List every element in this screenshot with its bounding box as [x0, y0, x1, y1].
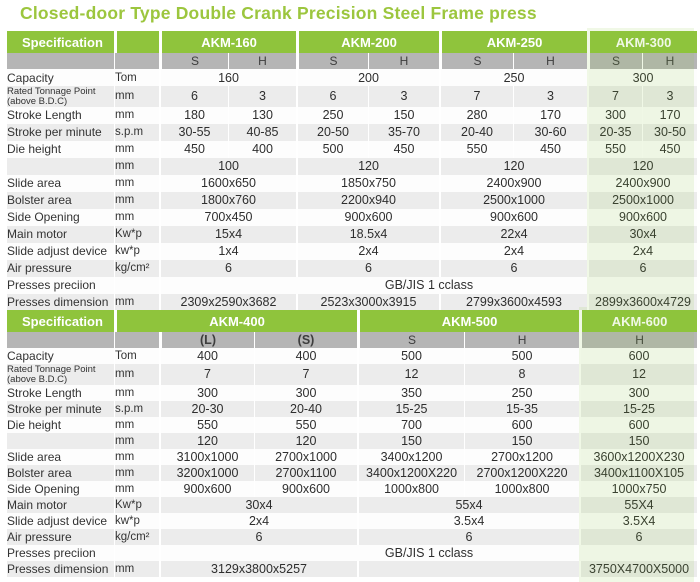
row-label: Side Opening	[7, 210, 80, 225]
value-cell: 600	[579, 348, 697, 364]
unit-cell: mm	[114, 433, 159, 449]
sub-header-row	[7, 53, 697, 69]
table-row	[7, 529, 697, 545]
value-cell: GB/JIS 1 cclass	[159, 277, 697, 294]
value-cell: 550	[254, 417, 357, 433]
row-label: Slide adjust device	[7, 513, 108, 528]
sub-header-cell: S	[296, 53, 368, 69]
value-cell: 20-30	[159, 401, 254, 417]
unit-cell: mm	[114, 561, 159, 577]
model-header-row	[7, 310, 697, 332]
unit-cell: Kw*p	[114, 226, 159, 243]
row-label	[7, 433, 114, 449]
value-cell: 300	[587, 69, 697, 86]
table-row	[7, 497, 697, 513]
table-row	[7, 69, 697, 86]
value-cell: 3400x1200	[357, 449, 464, 465]
unit-cell: mm	[114, 209, 159, 226]
row-label: Main motor	[7, 497, 68, 512]
value-cell: 6	[159, 260, 296, 277]
value-cell: 1000x800	[464, 481, 579, 497]
sub-header-blank	[7, 332, 114, 348]
sub-header-row	[7, 332, 697, 348]
table-row	[7, 545, 697, 561]
row-label: Side Opening	[7, 481, 80, 496]
unit-header-cell	[114, 31, 159, 53]
sub-header-cell: S	[439, 53, 513, 69]
value-cell: 250	[439, 69, 587, 86]
value-cell: 7	[254, 364, 357, 385]
value-cell: 6	[439, 260, 587, 277]
value-cell: 1600x650	[159, 175, 296, 192]
value-cell: 180	[159, 107, 228, 124]
value-cell: 550	[159, 417, 254, 433]
value-cell: 2400x900	[439, 175, 587, 192]
value-cell: 120	[439, 158, 587, 175]
value-cell: 8	[464, 364, 579, 385]
row-label: Stroke Length	[7, 108, 82, 123]
table-row	[7, 481, 697, 497]
row-label: Presses preciion	[7, 545, 96, 560]
sub-header-cell: S	[587, 53, 642, 69]
value-cell: 2700x1000	[254, 449, 357, 465]
value-cell: 6	[296, 260, 439, 277]
table-row	[7, 209, 697, 226]
table-row	[7, 294, 697, 311]
value-cell: 900x600	[296, 209, 439, 226]
row-label: Presses dimension	[7, 561, 109, 576]
value-cell: 3100x1000	[159, 449, 254, 465]
unit-cell: s.p.m	[114, 401, 159, 417]
value-cell: 18.5x4	[296, 226, 439, 243]
value-cell: 900x600	[254, 481, 357, 497]
value-cell: 400	[254, 348, 357, 364]
sub-header-cell: H	[228, 53, 296, 69]
unit-cell: mm	[114, 449, 159, 465]
row-label: Presses preciion	[7, 278, 96, 293]
unit-cell: kw*p	[114, 243, 159, 260]
value-cell: 300	[587, 107, 642, 124]
row-label: Presses dimension	[7, 295, 109, 310]
value-cell: 30-55	[159, 124, 228, 141]
table-row	[7, 433, 697, 449]
value-cell: 7	[159, 364, 254, 385]
value-cell: 1000x800	[357, 481, 464, 497]
table-row	[7, 364, 697, 385]
value-cell: 500	[296, 141, 368, 158]
unit-cell: mm	[114, 385, 159, 401]
model-header: AKM-400	[114, 310, 357, 332]
value-cell: 7	[439, 86, 513, 107]
value-cell: 2x4	[439, 243, 587, 260]
sub-header-unit-blank	[114, 53, 159, 69]
value-cell: 450	[368, 141, 439, 158]
value-cell: 900x600	[439, 209, 587, 226]
sub-header-cell: S	[159, 53, 228, 69]
value-cell: 1000x750	[579, 481, 697, 497]
value-cell: 2700x1200	[464, 449, 579, 465]
row-label: Die height	[7, 142, 62, 157]
value-cell: 2309x2590x3682	[159, 294, 296, 311]
unit-cell: kg/cm²	[114, 260, 159, 277]
sub-header-cell: (S)	[254, 332, 357, 348]
spec-table	[7, 31, 697, 311]
value-cell: 3200x1000	[159, 465, 254, 481]
unit-cell: Tom	[114, 348, 159, 364]
value-cell: 150	[357, 433, 464, 449]
sub-header-unit-blank	[114, 332, 159, 348]
unit-cell: mm	[114, 175, 159, 192]
unit-cell: mm	[114, 86, 159, 107]
value-cell: 30x4	[587, 226, 697, 243]
row-label	[7, 158, 114, 175]
value-cell: 15-35	[464, 401, 579, 417]
value-cell: 280	[439, 107, 513, 124]
sub-header-cell: H	[513, 53, 587, 69]
value-cell: 2899x3600x4729	[587, 294, 697, 311]
value-cell: 120	[296, 158, 439, 175]
unit-cell: kg/cm²	[114, 529, 159, 545]
sub-header-cell: H	[368, 53, 439, 69]
value-cell: 3600x1200X230	[579, 449, 697, 465]
row-label: Stroke per minute	[7, 125, 102, 140]
sub-header-cell: H	[579, 332, 697, 348]
value-cell: 2523x3000x3915	[296, 294, 439, 311]
value-cell: 300	[159, 385, 254, 401]
value-cell: 2400x900	[587, 175, 697, 192]
row-label: Slide area	[7, 176, 62, 191]
row-label: Slide area	[7, 449, 62, 464]
table-row	[7, 385, 697, 401]
value-cell: 3400x1200X220	[357, 465, 464, 481]
value-cell: 130	[228, 107, 296, 124]
table-row	[7, 348, 697, 364]
value-cell: 6	[159, 86, 228, 107]
value-cell: 550	[587, 141, 642, 158]
value-cell: 3129x3800x5257	[159, 561, 357, 577]
value-cell: 150	[368, 107, 439, 124]
value-cell: 1850x750	[296, 175, 439, 192]
page-title: Closed-door Type Double Crank Precision Steel Frame press	[20, 3, 537, 23]
value-cell: 15x4	[159, 226, 296, 243]
value-cell: 500	[357, 348, 464, 364]
table-row	[7, 192, 697, 209]
value-cell: 2700x1200X220	[464, 465, 579, 481]
row-label: Rated Tonnage Point (above B.D.C)	[7, 364, 96, 385]
value-cell: 2700x1100	[254, 465, 357, 481]
model-header: AKM-160	[159, 31, 296, 53]
value-cell: 6	[159, 529, 357, 545]
model-header: AKM-600	[579, 310, 697, 332]
value-cell: 900x600	[587, 209, 697, 226]
value-cell: 150	[579, 433, 697, 449]
unit-cell: s.p.m	[114, 124, 159, 141]
row-label: Capacity	[7, 349, 54, 363]
value-cell: 160	[159, 69, 296, 86]
row-label: Bolster area	[7, 193, 72, 208]
sub-header-cell: H	[464, 332, 579, 348]
value-cell: GB/JIS 1 cclass	[159, 545, 697, 561]
value-cell: 22x4	[439, 226, 587, 243]
row-label: Air pressure	[7, 261, 72, 276]
sub-header-cell: H	[642, 53, 697, 69]
value-cell: 400	[159, 348, 254, 364]
value-cell: 150	[464, 433, 579, 449]
value-cell: 900x600	[159, 481, 254, 497]
model-header: AKM-300	[587, 31, 697, 53]
value-cell: 700	[357, 417, 464, 433]
table-row	[7, 141, 697, 158]
table-row	[7, 401, 697, 417]
value-cell: 12	[357, 364, 464, 385]
value-cell: 20-40	[439, 124, 513, 141]
value-cell: 450	[642, 141, 697, 158]
value-cell: 15-25	[579, 401, 697, 417]
value-cell: 40-85	[228, 124, 296, 141]
value-cell: 6	[587, 260, 697, 277]
value-cell: 100	[159, 158, 296, 175]
value-cell: 30x4	[159, 497, 357, 513]
unit-cell: mm	[114, 465, 159, 481]
value-cell: 120	[254, 433, 357, 449]
value-cell: 3	[513, 86, 587, 107]
value-cell: 600	[579, 417, 697, 433]
table-row	[7, 175, 697, 192]
model-header: AKM-250	[439, 31, 587, 53]
table-row	[7, 561, 697, 577]
value-cell: 250	[296, 107, 368, 124]
value-cell: 2500x1000	[587, 192, 697, 209]
value-cell: 2500x1000	[439, 192, 587, 209]
table-row	[7, 417, 697, 433]
row-label: Air pressure	[7, 529, 72, 544]
value-cell: 12	[579, 364, 697, 385]
value-cell: 6	[579, 529, 697, 545]
row-label: Bolster area	[7, 465, 72, 480]
value-cell: 15-25	[357, 401, 464, 417]
value-cell	[357, 561, 579, 577]
table-row	[7, 124, 697, 141]
value-cell: 30-60	[513, 124, 587, 141]
table-row	[7, 158, 697, 175]
unit-cell: mm	[114, 141, 159, 158]
value-cell: 35-70	[368, 124, 439, 141]
row-label: Main motor	[7, 227, 68, 242]
spec-header: Specification	[7, 310, 114, 332]
value-cell: 2x4	[159, 513, 357, 529]
value-cell: 170	[513, 107, 587, 124]
value-cell: 1800x760	[159, 192, 296, 209]
value-cell: 400	[228, 141, 296, 158]
unit-cell: mm	[114, 158, 159, 175]
value-cell: 120	[587, 158, 697, 175]
value-cell: 2200x940	[296, 192, 439, 209]
value-cell: 350	[357, 385, 464, 401]
sub-header-cell: S	[357, 332, 464, 348]
row-label: Capacity	[7, 70, 54, 85]
value-cell: 55x4	[357, 497, 579, 513]
value-cell: 3750X4700X5000	[579, 561, 697, 577]
table-row	[7, 277, 697, 294]
value-cell: 1x4	[159, 243, 296, 260]
value-cell: 450	[513, 141, 587, 158]
value-cell: 500	[464, 348, 579, 364]
value-cell: 3	[642, 86, 697, 107]
value-cell: 20-35	[587, 124, 642, 141]
unit-cell: Tom	[114, 69, 159, 86]
spec-table	[7, 310, 697, 577]
table-row	[7, 86, 697, 107]
value-cell: 3.5x4	[357, 513, 579, 529]
value-cell: 20-50	[296, 124, 368, 141]
table-row	[7, 449, 697, 465]
unit-cell: mm	[114, 417, 159, 433]
value-cell: 20-40	[254, 401, 357, 417]
value-cell: 550	[439, 141, 513, 158]
value-cell: 300	[579, 385, 697, 401]
unit-cell	[114, 545, 159, 561]
value-cell: 200	[296, 69, 439, 86]
model-header: AKM-200	[296, 31, 439, 53]
spec-table-top	[7, 31, 697, 311]
value-cell: 7	[587, 86, 642, 107]
value-cell: 3400x1100X105	[579, 465, 697, 481]
table-row	[7, 226, 697, 243]
unit-cell: mm	[114, 364, 159, 385]
value-cell: 700x450	[159, 209, 296, 226]
unit-cell: Kw*p	[114, 497, 159, 513]
table-row	[7, 243, 697, 260]
row-label: Die height	[7, 417, 62, 432]
row-label: Stroke per minute	[7, 401, 102, 416]
value-cell: 3.5X4	[579, 513, 697, 529]
value-cell: 55X4	[579, 497, 697, 513]
unit-cell: mm	[114, 481, 159, 497]
unit-cell: mm	[114, 192, 159, 209]
table-row	[7, 465, 697, 481]
row-label: Stroke Length	[7, 385, 82, 400]
sub-header-cell: (L)	[159, 332, 254, 348]
value-cell: 2x4	[587, 243, 697, 260]
unit-cell: kw*p	[114, 513, 159, 529]
value-cell: 600	[464, 417, 579, 433]
value-cell: 2x4	[296, 243, 439, 260]
row-label: Rated Tonnage Point (above B.D.C)	[7, 86, 96, 107]
table-row	[7, 513, 697, 529]
value-cell: 3	[228, 86, 296, 107]
spec-header: Specification	[7, 31, 114, 53]
row-label: Slide adjust device	[7, 244, 108, 259]
value-cell: 3	[368, 86, 439, 107]
spec-table-bottom	[7, 310, 697, 577]
value-cell: 120	[159, 433, 254, 449]
sub-header-blank	[7, 53, 114, 69]
unit-cell: mm	[114, 294, 159, 311]
value-cell: 170	[642, 107, 697, 124]
unit-cell: mm	[114, 107, 159, 124]
value-cell: 300	[254, 385, 357, 401]
table-row	[7, 107, 697, 124]
value-cell: 6	[357, 529, 579, 545]
model-header-row	[7, 31, 697, 53]
value-cell: 250	[464, 385, 579, 401]
model-header: AKM-500	[357, 310, 579, 332]
unit-cell	[114, 277, 159, 294]
value-cell: 30-50	[642, 124, 697, 141]
value-cell: 2799x3600x4593	[439, 294, 587, 311]
value-cell: 450	[159, 141, 228, 158]
table-row	[7, 260, 697, 277]
value-cell: 6	[296, 86, 368, 107]
